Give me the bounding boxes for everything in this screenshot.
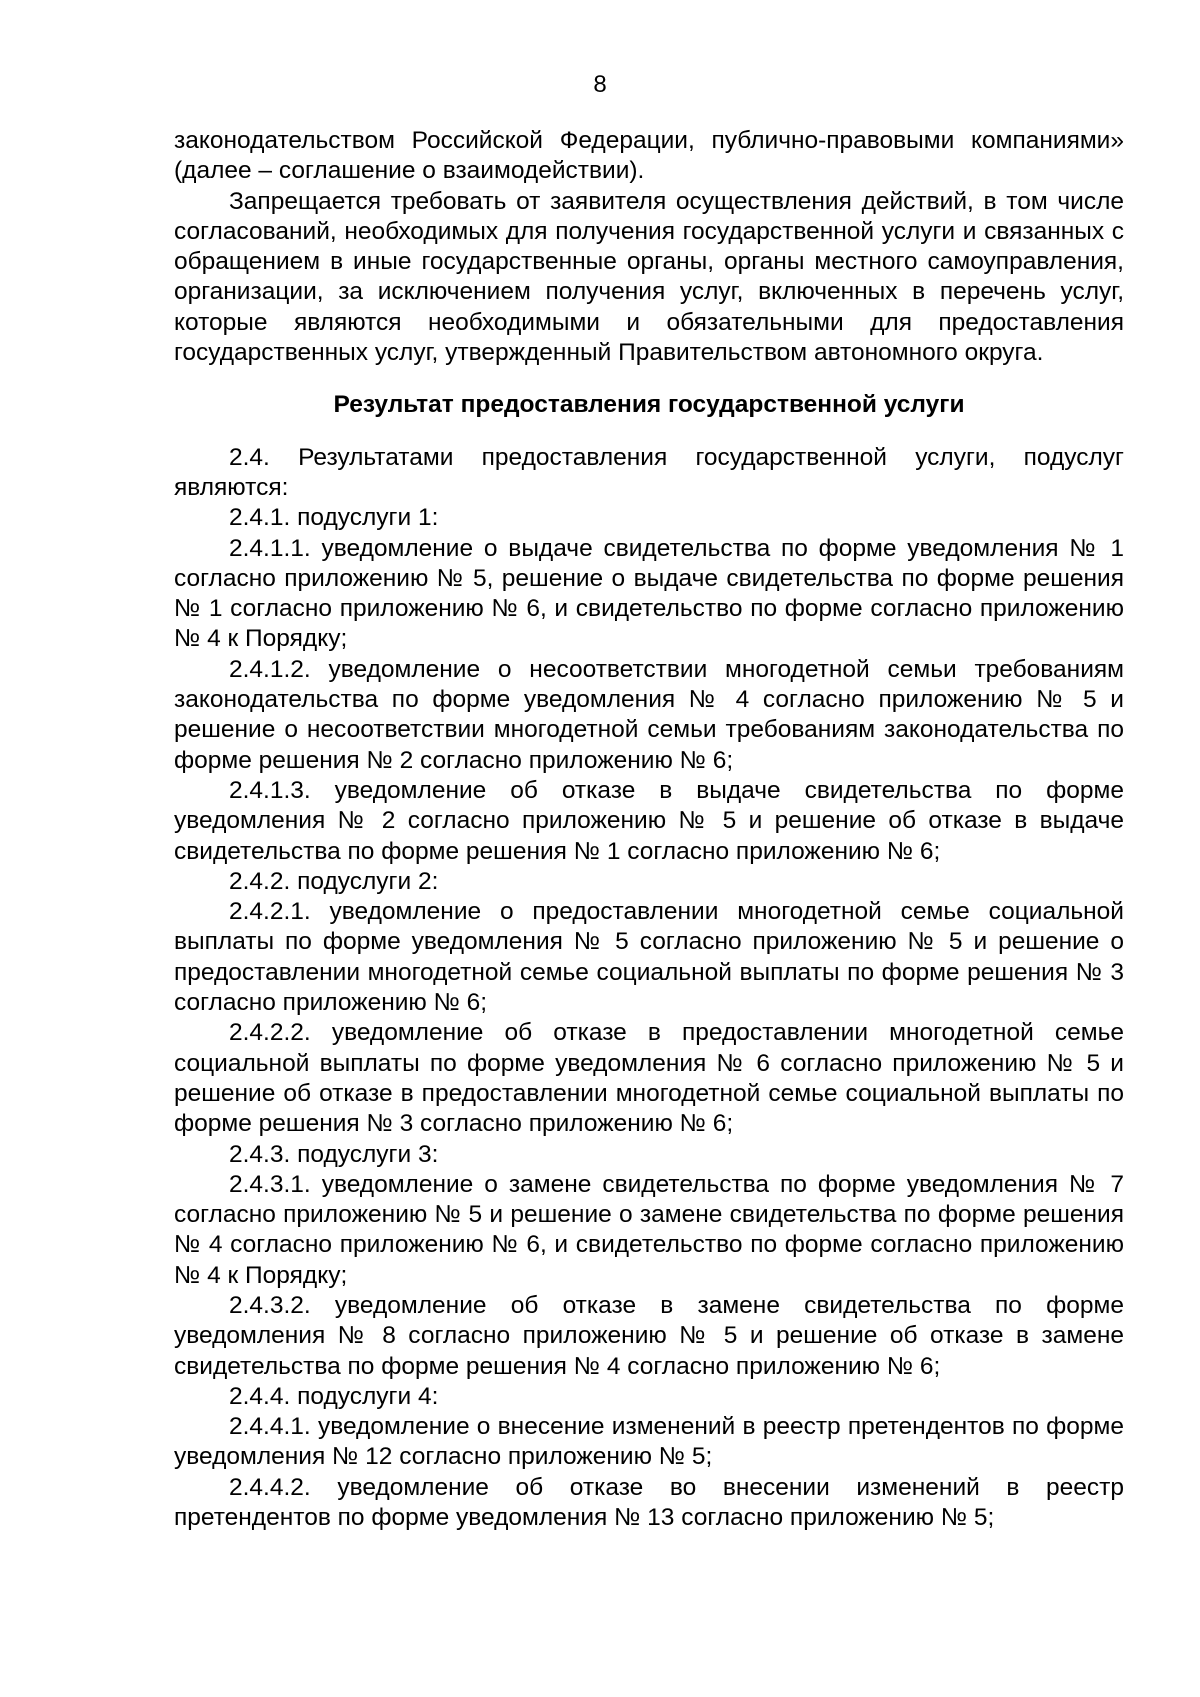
- document-body: [174, 126, 1124, 1533]
- paragraph-2-4-4-2: 2.4.4.2. уведомление об отказе во внесении изменений в реестр претендентов по форме уведомления № 13 согласно приложению № 5;: [174, 1473, 1124, 1532]
- paragraph-2-4: 2.4. Результатами предоставления государственной услуги, подуслуг являются:: [174, 443, 1124, 501]
- paragraph-2-4-4: 2.4.4. подуслуги 4:: [229, 1382, 439, 1410]
- page-number: 8: [593, 71, 607, 98]
- paragraph-2-4-1-2: 2.4.1.2. уведомление о несоответствии многодетной семьи требованиям законодательства по форме уведомления № 4 согласно приложению № 5 и решение о несоответствии многодетной семьи требованиям законодательства по форме решения № 2 согласно приложению № 6;: [174, 655, 1124, 774]
- paragraph-2-4-4-1: 2.4.4.1. уведомление о внесение изменений в реестр претендентов по форме уведомления № 12 согласно приложению № 5;: [174, 1413, 1124, 1471]
- paragraph-2-4-1: 2.4.1. подуслуги 1:: [229, 504, 439, 532]
- paragraph-2-4-1-1: 2.4.1.1. уведомление о выдаче свидетельства по форме уведомления № 1 согласно приложению № 5, решение о выдаче свидетельства по форме решения № 1 согласно приложению № 6, и свидетельство по форме согласно приложению № 4 к Порядку;: [174, 534, 1124, 653]
- paragraph-2-4-3: 2.4.3. подуслуги 3:: [229, 1140, 439, 1168]
- paragraph-2-4-3-1: 2.4.3.1. уведомление о замене свидетельства по форме уведомления № 7 согласно приложению № 5 и решение о замене свидетельства по форме решения № 4 согласно приложению № 6, и свидетельство по форме согласно приложению № 4 к Порядку;: [174, 1170, 1124, 1289]
- paragraph-2-4-1-3: 2.4.1.3. уведомление об отказе в выдаче свидетельства по форме уведомления № 2 согласно приложению № 5 и решение об отказе в выдаче свидетельства по форме решения № 1 согласно приложению № 6;: [174, 776, 1124, 865]
- paragraph-2-4-3-2: 2.4.3.2. уведомление об отказе в замене свидетельства по форме уведомления № 8 согласно приложению № 5 и решение об отказе в замене свидетельства по форме решения № 4 согласно приложению № 6;: [174, 1291, 1124, 1380]
- paragraph-continuation: законодательством Российской Федерации, публично-правовыми компаниями» (далее – соглашение о взаимодействии).: [174, 127, 1124, 185]
- paragraph-2-4-2: 2.4.2. подуслуги 2:: [229, 867, 439, 895]
- paragraph-2-4-2-1: 2.4.2.1. уведомление о предоставлении многодетной семье социальной выплаты по форме уведомления № 5 согласно приложению № 5 и решение о предоставлении многодетной семье социальной выплаты по форме решения № 3 согласно приложению № 6;: [174, 898, 1124, 1017]
- section-heading: Результат предоставления государственной услуги: [333, 391, 965, 419]
- paragraph-prohibition: Запрещается требовать от заявителя осуществления действий, в том числе согласований, необходимых для получения государственной услуги и связанных с обращением в иные государственные органы, органы местного самоуправления, организации, за исключением получения услуг, включенных в перечень услуг, которые являются необходимыми и обязательными для предоставления государственных услуг, утвержденный Правительством автономного округа.: [174, 187, 1124, 367]
- paragraph-2-4-2-2: 2.4.2.2. уведомление об отказе в предоставлении многодетной семье социальной выплаты по форме уведомления № 6 согласно приложению № 5 и решение об отказе в предоставлении многодетной семье социальной выплаты по форме решения № 3 согласно приложению № 6;: [174, 1019, 1124, 1138]
